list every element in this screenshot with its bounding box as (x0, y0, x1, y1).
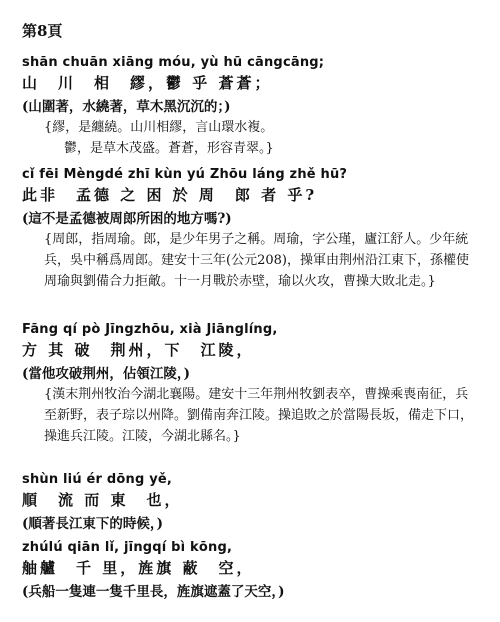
verse-block (22, 322, 484, 447)
verse-chinese: 此非 孟德 之 困 於 周 郎 者 乎? (22, 186, 318, 204)
verse-chinese: 舳艫 千 里，旌旗 蔽 空， (22, 559, 255, 577)
verse-note (22, 117, 484, 159)
verse-translation: (這不是孟德被周郎所困的地方嗎?) (22, 211, 232, 227)
verse-block (22, 55, 484, 159)
verse-pinyin: cǐ fēi Mèngdé zhī kùn yú Zhōu láng zhě hū? (22, 167, 348, 182)
verse-chinese: 順 流 而 東 也， (22, 491, 183, 509)
verse-pinyin: shān chuān xiāng móu, yù hū cāngcāng; (22, 55, 325, 70)
page-label: 第8頁 (22, 22, 63, 40)
note-line: {繆，是纏繞。山川相繆，言山環水複。 (44, 120, 274, 135)
verse-note (22, 229, 484, 292)
note-line: {周郎，指周瑜。郎，是少年男子之稱。周瑜，字公瑾，廬江舒人。少年統兵，吳中稱爲周郎。建安十三年(公元208)，操軍由荆州沿江東下，孫權使周瑜與劉備合力拒敵。十一月戰於赤壁，瑜以火攻，曹操大敗北走。} (44, 232, 469, 289)
verse-pinyin: shùn liú ér dōng yě, (22, 472, 173, 487)
note-line: {漢末荆州牧治今湖北襄陽。建安十三年荆州牧劉表卒，曹操乘喪南征，兵至新野，表子琮以州降。劉備南奔江陵。操追敗之於當陽長坂，備走下口，操進兵江陵。江陵，今湖北縣名。} (44, 387, 474, 444)
note-line: 鬱，是草木茂盛。蒼蒼，形容青翠。} (64, 141, 274, 156)
verse-block (22, 472, 484, 532)
verse-pinyin: zhúlú qiān lǐ, jīngqí bì kōng, (22, 540, 233, 555)
verse-translation: (山圍著，水繞著，草木黑沉沉的；) (22, 99, 231, 115)
verse-chinese: 山 川 相 繆，鬱 乎 蒼蒼； (22, 74, 273, 92)
verse-translation: (當他攻破荆州，佔領江陵，) (22, 366, 191, 382)
verse-note (22, 384, 484, 447)
verse-chinese: 方 其 破 荆州，下 江陵， (22, 341, 255, 359)
verse-translation: (兵船一隻連一隻千里長，旌旗遮蓋了天空，) (22, 584, 285, 600)
verse-block (22, 540, 484, 600)
verse-block (22, 167, 484, 292)
verse-pinyin: Fāng qí pò Jīngzhōu, xià Jiānglíng, (22, 322, 278, 337)
verse-translation: (順著長江東下的時候，) (22, 516, 164, 532)
